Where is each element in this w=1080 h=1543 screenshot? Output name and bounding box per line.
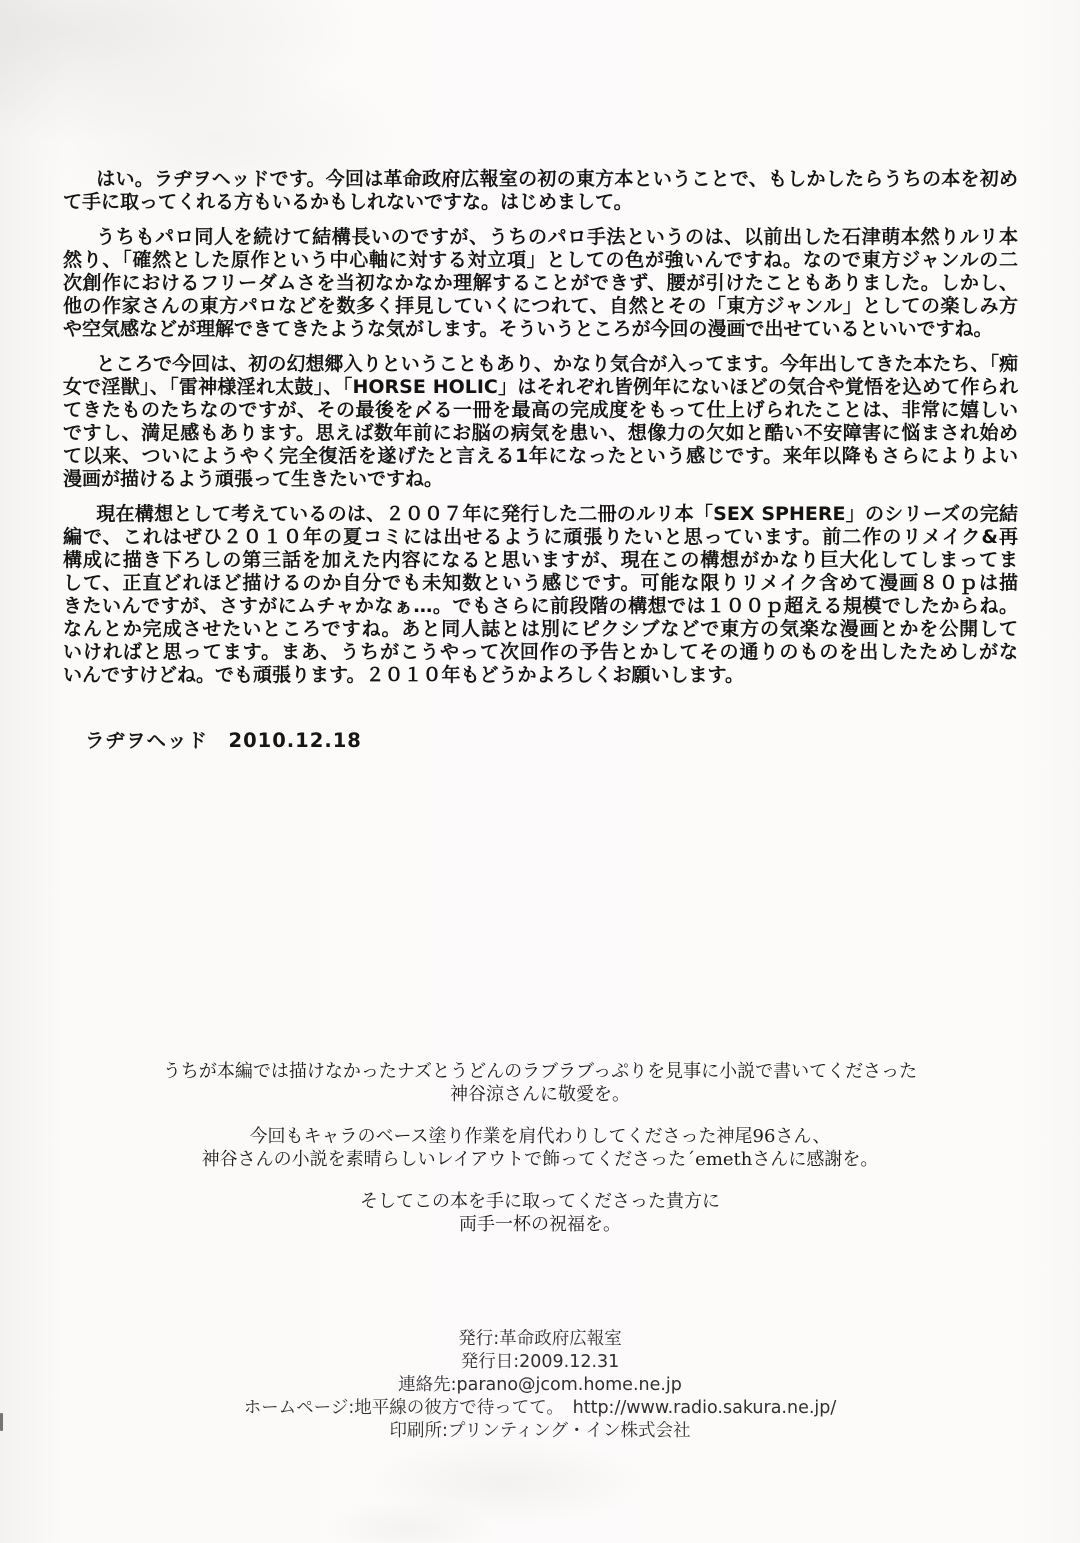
text-line: 編で、これはぜひ２０１０年の夏コミには出せるように頑張りたいと思っています。前二作のリメイク&再 <box>63 526 1018 548</box>
text-line: てきたものたちなのですが、その最後を〆る一冊を最高の完成度をもって仕上げられたことは、非常に嬉しい <box>63 399 1018 421</box>
colophon-line: 発行:革命政府広報室 <box>458 1329 622 1349</box>
text-line: 神谷涼さんに敬愛を。 <box>450 1084 630 1105</box>
text-line: ですし、満足感もあります。思えば数年前にお脳の病気を患い、想像力の欠如と酷い不安障害に悩まされ始め <box>63 422 1018 444</box>
text-line: いければと思ってます。まあ、うちがこうやって次回作の予告とかしてその通りのものを出したためしがな <box>63 641 1018 663</box>
text-line: いんですけどね。でも頑張ります。２０１０年もどうかよろしくお願いします。 <box>63 664 744 686</box>
afterword-paragraph <box>63 226 1018 341</box>
colophon-line: ホームページ:地平線の彼方で待ってて。 http://www.radio.sakura.ne.jp/ <box>243 1398 837 1418</box>
text-line: 漫画が描けるよう頑張って生きたいですね。 <box>63 468 444 490</box>
text-line: 次創作におけるフリーダムさを当初なかなか理解することができず、腰が引けたこともありました。しかし、 <box>63 272 1018 294</box>
acknowledgement-group <box>0 1060 1080 1106</box>
text-line: 現在構想として考えているのは、２００７年に発行した二冊のルリ本「SEX SPHERE」のシリーズの完結 <box>96 503 1018 525</box>
colophon-block <box>0 1328 1080 1443</box>
text-line: て手に取ってくれる方もいるかもしれないですな。はじめまして。 <box>63 191 633 213</box>
afterword-paragraph <box>63 168 1018 214</box>
text-line: 神谷さんの小説を素晴らしいレイアウトで飾ってくださった´emethさんに感謝を。 <box>201 1149 879 1170</box>
text-line: うちもパロ同人を続けて結構長いのですが、うちのパロ手法というのは、以前出した石津萌本然りルリ本 <box>96 226 1018 248</box>
text-line: きたいんですが、さすがにムチャかなぁ…。でもさらに前段階の構想では１００ｐ超える規模でしたからね。 <box>63 595 1018 617</box>
text-line: 他の作家さんの東方パロなどを数多く拝見していくにつれて、自然とその「東方ジャンル」としての楽しみ方 <box>63 295 1018 317</box>
colophon-line: 印刷所:プリンティング・イン株式会社 <box>389 1421 691 1441</box>
text-line: して、正直どれほど描けるのか自分でも未知数という感じです。可能な限りリメイク含めて漫画８０ｐは描 <box>63 572 1018 594</box>
text-line: 今回もキャラのベース塗り作業を肩代わりしてくださった神尾96さん、 <box>249 1126 831 1147</box>
afterword-body-text <box>63 168 1018 699</box>
afterword-paragraph <box>63 503 1018 687</box>
text-line: 構成に描き下ろしの第三話を加えた内容になると思いますが、現在この構想がかなり巨大化してしまってま <box>63 549 1018 571</box>
colophon-line: 連絡先:parano@jcom.home.ne.jp <box>398 1375 682 1395</box>
text-line: ところで今回は、初の幻想郷入りということもあり、かなり気合が入ってます。今年出してきた本たち、「痴 <box>96 353 1018 375</box>
text-line: そしてこの本を手に取ってくださった貴方に <box>360 1191 720 1212</box>
text-line: て以来、ついにようやく完全復活を遂げたと言える1年になったという感じです。来年以降もさらによりよい <box>63 445 1018 467</box>
text-line: や空気感などが理解できてきたような気がします。そういうところが今回の漫画で出せているといいですね。 <box>63 318 993 340</box>
acknowledgements-block <box>0 1060 1080 1255</box>
text-line: 然り、「確然とした原作という中心軸に対する対立項」としての色が強いんですね。なので東方ジャンルの二 <box>63 249 1018 271</box>
text-line: うちが本編では描けなかったナズとうどんのラブラブっぷりを見事に小説で書いてくださった <box>162 1061 918 1082</box>
text-line: 女で淫獣」、「雷神様淫れ太鼓」、「HORSE HOLIC」はそれぞれ皆例年にないほどの気合や覚悟を込めて作られ <box>63 376 1018 398</box>
afterword-paragraph <box>63 353 1018 491</box>
acknowledgement-group <box>0 1125 1080 1171</box>
text-line: なんとか完成させたいところですね。あと同人誌とは別にピクシブなどで東方の気楽な漫画とかを公開して <box>63 618 1018 640</box>
text-line: 両手一杯の祝福を。 <box>459 1214 621 1235</box>
text-line: はい。ラヂヲヘッドです。今回は革命政府広報室の初の東方本ということで、もしかしたらうちの本を初め <box>96 168 1018 190</box>
acknowledgement-group <box>0 1190 1080 1236</box>
colophon-line: 発行日:2009.12.31 <box>460 1352 620 1372</box>
author-signature-and-date: ラヂヲヘッド 2010.12.18 <box>85 729 362 752</box>
